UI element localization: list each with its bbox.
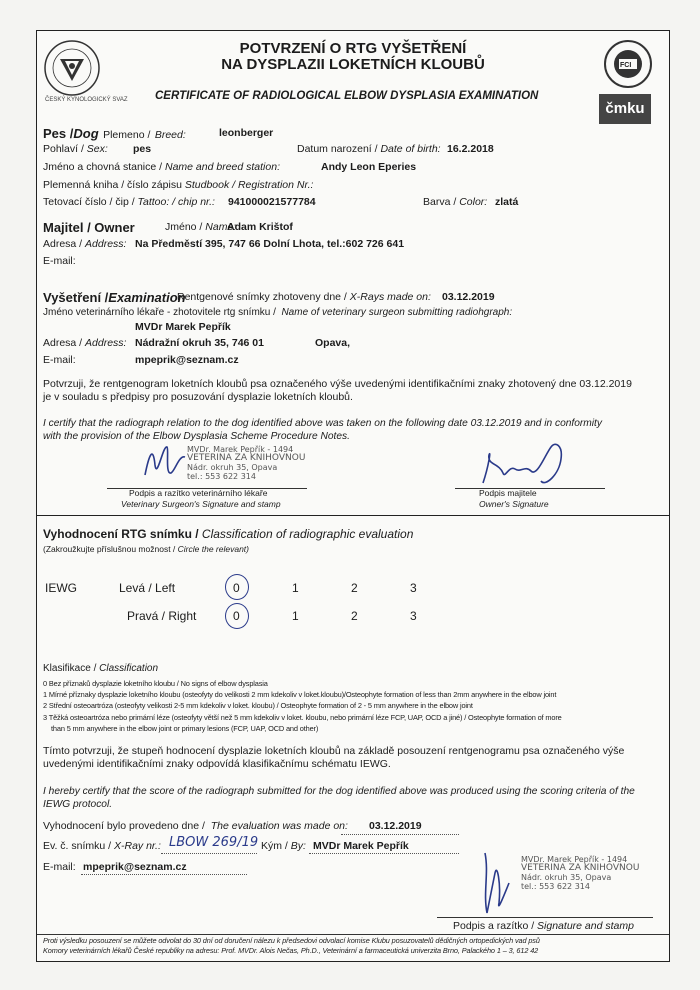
evaluation-hint bbox=[43, 544, 249, 554]
xray-nr-label-en: X-Ray nr.: bbox=[114, 840, 161, 852]
evaluator-email-value: mpeprik@seznam.cz bbox=[83, 861, 187, 873]
vet-signature-1-caption-cz: Podpis a razítko veterinárního lékaře bbox=[129, 488, 268, 498]
classification-item-3: 3 Těžká osteoartróza nebo primární léze (osteofyty větší než 5 mm kdekoliv v loket. kloubu, nebo primární léze FCP, UAP, OCD a jiné) / Osteophyte formation of more bbox=[43, 712, 562, 722]
certification-en-line2: IEWG protocol. bbox=[43, 799, 113, 810]
footer-line2: Komory veterinárních lékařů České republiky na adresu: Prof. MVDr. Alois Nečas, Ph.D., Veterinární a farmaceutická univerzita Brno, Palackého 1 – 3, 612 42 bbox=[43, 946, 539, 955]
footer-divider bbox=[37, 934, 669, 935]
cks-logo-text: ČESKÝ KYNOLOGICKÝ SVAZ bbox=[45, 97, 128, 103]
left-grade-0[interactable]: 0 bbox=[233, 581, 240, 595]
owner-name-label-cz: Jméno / bbox=[165, 221, 203, 233]
evaluator-stamp bbox=[521, 855, 639, 891]
vet-signature-1-icon bbox=[135, 435, 195, 485]
declaration-en-line1: I certify that the radiograph relation to the dog identified above was taken on the following date 03.12.2019 and in conformity bbox=[43, 418, 602, 429]
dog-section-label-en: Dog bbox=[73, 126, 99, 141]
vet-email-value: mpeprik@seznam.cz bbox=[135, 354, 239, 366]
classification-item-1: 1 Mírné příznaky dysplazie loketního kloubu (osteofyty do velikosti 2 mm kdekoliv v loket.kloubu)/Osteophyte formation of less than 2mm anywhere in the elbow joint bbox=[43, 690, 557, 700]
evaluator-signature-caption-en: Signature and stamp bbox=[537, 920, 634, 932]
page-title bbox=[37, 41, 669, 73]
xray-date-label-en: X-Rays made on: bbox=[349, 291, 431, 303]
classification-title-cz: Klasifikace / bbox=[43, 663, 97, 674]
classification-item-2: 2 Střední osteoartróza (osteofyty velikosti 2-5 mm kdekoliv v loket. kloubu) / Osteophyte formation of 2 - 5 mm anywhere in the elbow joint bbox=[43, 701, 473, 711]
color-label-en: Color: bbox=[459, 196, 488, 208]
xray-date-label-cz: Rentgenové snímky zhotoveny dne / bbox=[177, 291, 347, 303]
tattoo-label bbox=[43, 196, 215, 208]
xray-date-label bbox=[177, 291, 431, 303]
vet-stamp-1-line2: VETERINA ZA KNIHOVNOU bbox=[187, 453, 306, 463]
right-grade-2[interactable]: 2 bbox=[351, 609, 358, 623]
certification-en-line1: I hereby certify that the score of the radiograph submitted for the dog identified above was produced using the scoring criteria of the bbox=[43, 786, 635, 797]
evaluation-date-label bbox=[43, 820, 348, 832]
declaration-cz bbox=[43, 378, 632, 404]
owner-name-label bbox=[165, 221, 236, 233]
vet-stamp-1 bbox=[187, 445, 305, 481]
breed-value: leonberger bbox=[219, 127, 274, 139]
dog-name-value: Andy Leon Eperies bbox=[321, 161, 417, 173]
declaration-en-line2: with the provision of the Elbow Dysplasia Scheme Procedure Notes. bbox=[43, 431, 350, 442]
sex-label-en: Sex: bbox=[86, 143, 108, 155]
dob-label bbox=[297, 143, 441, 155]
dog-name-label-cz: Jméno a chovná stanice / bbox=[43, 161, 163, 173]
page-subtitle: CERTIFICATE OF RADIOLOGICAL ELBOW DYSPLASIA EXAMINATION bbox=[155, 90, 539, 102]
certification-cz bbox=[43, 745, 624, 771]
owner-address-label bbox=[43, 238, 126, 250]
evaluator-signature-line bbox=[437, 917, 653, 918]
title-line-1: POTVRZENÍ O RTG VYŠETŘENÍ bbox=[239, 40, 467, 57]
cmku-logo-text: čmku bbox=[605, 100, 645, 117]
evaluation-date-label-cz: Vyhodnocení bylo provedeno dne / bbox=[43, 820, 205, 832]
xray-nr-value: LBOW 269/19 bbox=[169, 835, 259, 850]
studbook-label-en: Studbook / Registration Nr.: bbox=[184, 179, 314, 191]
evaluator-stamp-line1: MVDr. Marek Pepřík - 1494 bbox=[521, 855, 628, 864]
evaluation-title-en: Classification of radiographic evaluation bbox=[201, 527, 414, 541]
vet-stamp-1-line1: MVDr. Marek Pepřík - 1494 bbox=[187, 445, 294, 454]
vet-stamp-1-line4: tel.: 553 622 314 bbox=[187, 472, 256, 481]
owner-address-label-cz: Adresa / bbox=[43, 238, 83, 250]
right-grade-3[interactable]: 3 bbox=[410, 609, 417, 623]
owner-signature-caption-cz: Podpis majitele bbox=[479, 488, 537, 498]
dog-breed-row bbox=[43, 125, 186, 143]
fci-logo-text: FCI bbox=[620, 62, 632, 69]
evaluated-by-label-cz: Kým / bbox=[261, 840, 288, 852]
dog-section-label: Pes / bbox=[43, 126, 74, 141]
evaluation-hint-cz: (Zakroužkujte příslušnou možnost / bbox=[43, 544, 176, 554]
vet-signature-1-caption-en: Veterinary Surgeon's Signature and stamp bbox=[121, 499, 281, 509]
evaluator-stamp-line3: Nádr. okruh 35, Opava bbox=[521, 873, 612, 882]
vet-name-label-cz: Jméno veterinárního lékaře - zhotovitele rtg snímku / bbox=[43, 307, 276, 318]
evaluation-date-line bbox=[341, 834, 459, 835]
left-selected-circle bbox=[225, 574, 249, 600]
evaluation-date-label-en: The evaluation was made on: bbox=[210, 820, 348, 832]
title-line-2: NA DYSPLAZII LOKETNÍCH KLOUBŮ bbox=[221, 56, 485, 73]
declaration-cz-line1: Potvrzuji, že rentgenogram loketních kloubů psa označeného výše uvedenými identifikačními znaky zhotovený dne 03.12.2019 bbox=[43, 378, 632, 390]
evaluator-email-label: E-mail: bbox=[43, 861, 76, 873]
evaluation-title bbox=[43, 527, 413, 541]
owner-name-label-en: Name: bbox=[205, 221, 237, 233]
evaluator-signature-icon bbox=[475, 843, 525, 923]
owner-address-value: Na Předměstí 395, 747 66 Dolní Lhota, tel.:602 726 641 bbox=[135, 238, 405, 250]
sex-label-cz: Pohlaví / bbox=[43, 143, 84, 155]
exam-section-label-en: Examination bbox=[108, 290, 186, 305]
classification-title bbox=[43, 663, 158, 674]
right-grade-1[interactable]: 1 bbox=[292, 609, 299, 623]
vet-email-label: E-mail: bbox=[43, 354, 76, 366]
color-value: zlatá bbox=[495, 196, 519, 208]
color-label-cz: Barva / bbox=[423, 196, 457, 208]
right-grade-0[interactable]: 0 bbox=[233, 609, 240, 623]
studbook-label bbox=[43, 179, 313, 191]
evaluator-signature-caption-cz: Podpis a razítko / bbox=[453, 920, 535, 932]
evaluator-signature-caption bbox=[453, 920, 634, 932]
tattoo-value: 941000021577784 bbox=[228, 196, 316, 208]
classification-item-4: than 5 mm anywhere in the elbow joint or primary lesions (FCP, UAP, OCD and other) bbox=[51, 723, 319, 733]
vet-address-label-cz: Adresa / bbox=[43, 337, 83, 349]
classification-item-0: 0 Bez příznaků dysplazie loketního kloubu / No signs of elbow dysplasia bbox=[43, 679, 268, 688]
certification-cz-line2: uvedenými identifikačními znaky odpovídá klasifikačnímu schématu IEWG. bbox=[43, 758, 391, 770]
section-divider bbox=[37, 515, 669, 516]
evaluation-hint-en: Circle the relevant) bbox=[177, 544, 249, 554]
sex-value: pes bbox=[133, 143, 152, 155]
xray-nr-line bbox=[161, 853, 257, 854]
tattoo-label-en: Tattoo: / chip nr.: bbox=[137, 196, 215, 208]
xray-date-value: 03.12.2019 bbox=[442, 291, 495, 303]
left-grade-1[interactable]: 1 bbox=[292, 581, 299, 595]
certification-cz-line1: Tímto potvrzuji, že stupeň hodnocení dysplazie loketních kloubů na základě posouzení rentgenogramu psa označeného výše bbox=[43, 745, 625, 757]
vet-stamp-1-line3: Nádr. okruh 35, Opava bbox=[187, 463, 278, 472]
tattoo-label-cz: Tetovací číslo / čip / bbox=[43, 196, 135, 208]
owner-name-value: Adam Krištof bbox=[227, 221, 293, 233]
dob-label-en: Date of birth: bbox=[380, 143, 441, 155]
sex-label bbox=[43, 143, 108, 155]
footer-note bbox=[43, 936, 540, 956]
vet-name-value: MVDr Marek Pepřík bbox=[135, 321, 231, 333]
vet-address-value: Nádražní okruh 35, 746 01 bbox=[135, 337, 264, 349]
owner-email-label: E-mail: bbox=[43, 255, 76, 267]
classification-list bbox=[43, 678, 562, 734]
vet-address-city: Opava, bbox=[315, 337, 351, 349]
evaluator-email-line bbox=[81, 874, 247, 875]
cmku-logo-icon bbox=[599, 94, 651, 124]
footer-line1: Proti výsledku posouzení se můžete odvolat do 30 dní od doručení nálezu k předsedovi odvolací komise Klubu posuzovatelů dědičných ortopedických vad psů bbox=[43, 936, 540, 945]
declaration-cz-line2: je v souladu s předpisy pro posuzování dysplazie loketních kloubů. bbox=[43, 391, 353, 403]
owner-signature-icon bbox=[475, 435, 595, 495]
color-label bbox=[423, 196, 487, 208]
dog-name-label-en: Name and breed station: bbox=[165, 161, 280, 173]
vet-address-label bbox=[43, 337, 126, 349]
studbook-label-cz: Plemenná kniha / číslo zápisu bbox=[43, 179, 182, 191]
left-grade-3[interactable]: 3 bbox=[410, 581, 417, 595]
scheme-label: IEWG bbox=[45, 581, 77, 595]
evaluated-by-line bbox=[309, 853, 459, 854]
evaluated-by-label-en: By: bbox=[290, 840, 306, 852]
right-selected-circle bbox=[225, 603, 249, 629]
xray-nr-label-cz: Ev. č. snímku / bbox=[43, 840, 112, 852]
evaluation-date-value: 03.12.2019 bbox=[369, 820, 422, 832]
owner-address-label-en: Address: bbox=[85, 238, 127, 250]
evaluator-stamp-line2: VETERINA ZA KNIHOVNOU bbox=[521, 863, 640, 873]
certificate-page bbox=[36, 30, 670, 962]
certification-en bbox=[43, 785, 635, 811]
evaluator-stamp-line4: tel.: 553 622 314 bbox=[521, 882, 590, 891]
owner-section-label: Majitel / Owner bbox=[43, 220, 135, 235]
breed-label: Plemeno / bbox=[103, 129, 151, 141]
evaluated-by-label bbox=[261, 840, 306, 852]
owner-signature-caption-en: Owner's Signature bbox=[479, 499, 549, 509]
owner-row bbox=[43, 219, 135, 237]
evaluated-by-value: MVDr Marek Pepřík bbox=[313, 840, 409, 852]
vet-name-label bbox=[43, 307, 512, 318]
xray-nr-label bbox=[43, 840, 161, 852]
right-elbow-label: Pravá / Right bbox=[127, 609, 197, 623]
vet-name-label-en: Name of veterinary surgeon submitting radiohgraph: bbox=[281, 307, 513, 318]
classification-title-en: Classification bbox=[99, 663, 159, 674]
evaluation-title-cz: Vyhodnocení RTG snímku / bbox=[43, 527, 199, 541]
exam-row bbox=[43, 289, 186, 307]
breed-label-en: Breed: bbox=[154, 129, 186, 141]
dog-name-label bbox=[43, 161, 280, 173]
left-grade-2[interactable]: 2 bbox=[351, 581, 358, 595]
left-elbow-label: Levá / Left bbox=[119, 581, 176, 595]
dob-label-cz: Datum narození / bbox=[297, 143, 378, 155]
exam-section-label: Vyšetření / bbox=[43, 290, 109, 305]
vet-address-label-en: Address: bbox=[85, 337, 127, 349]
dob-value: 16.2.2018 bbox=[447, 143, 494, 155]
